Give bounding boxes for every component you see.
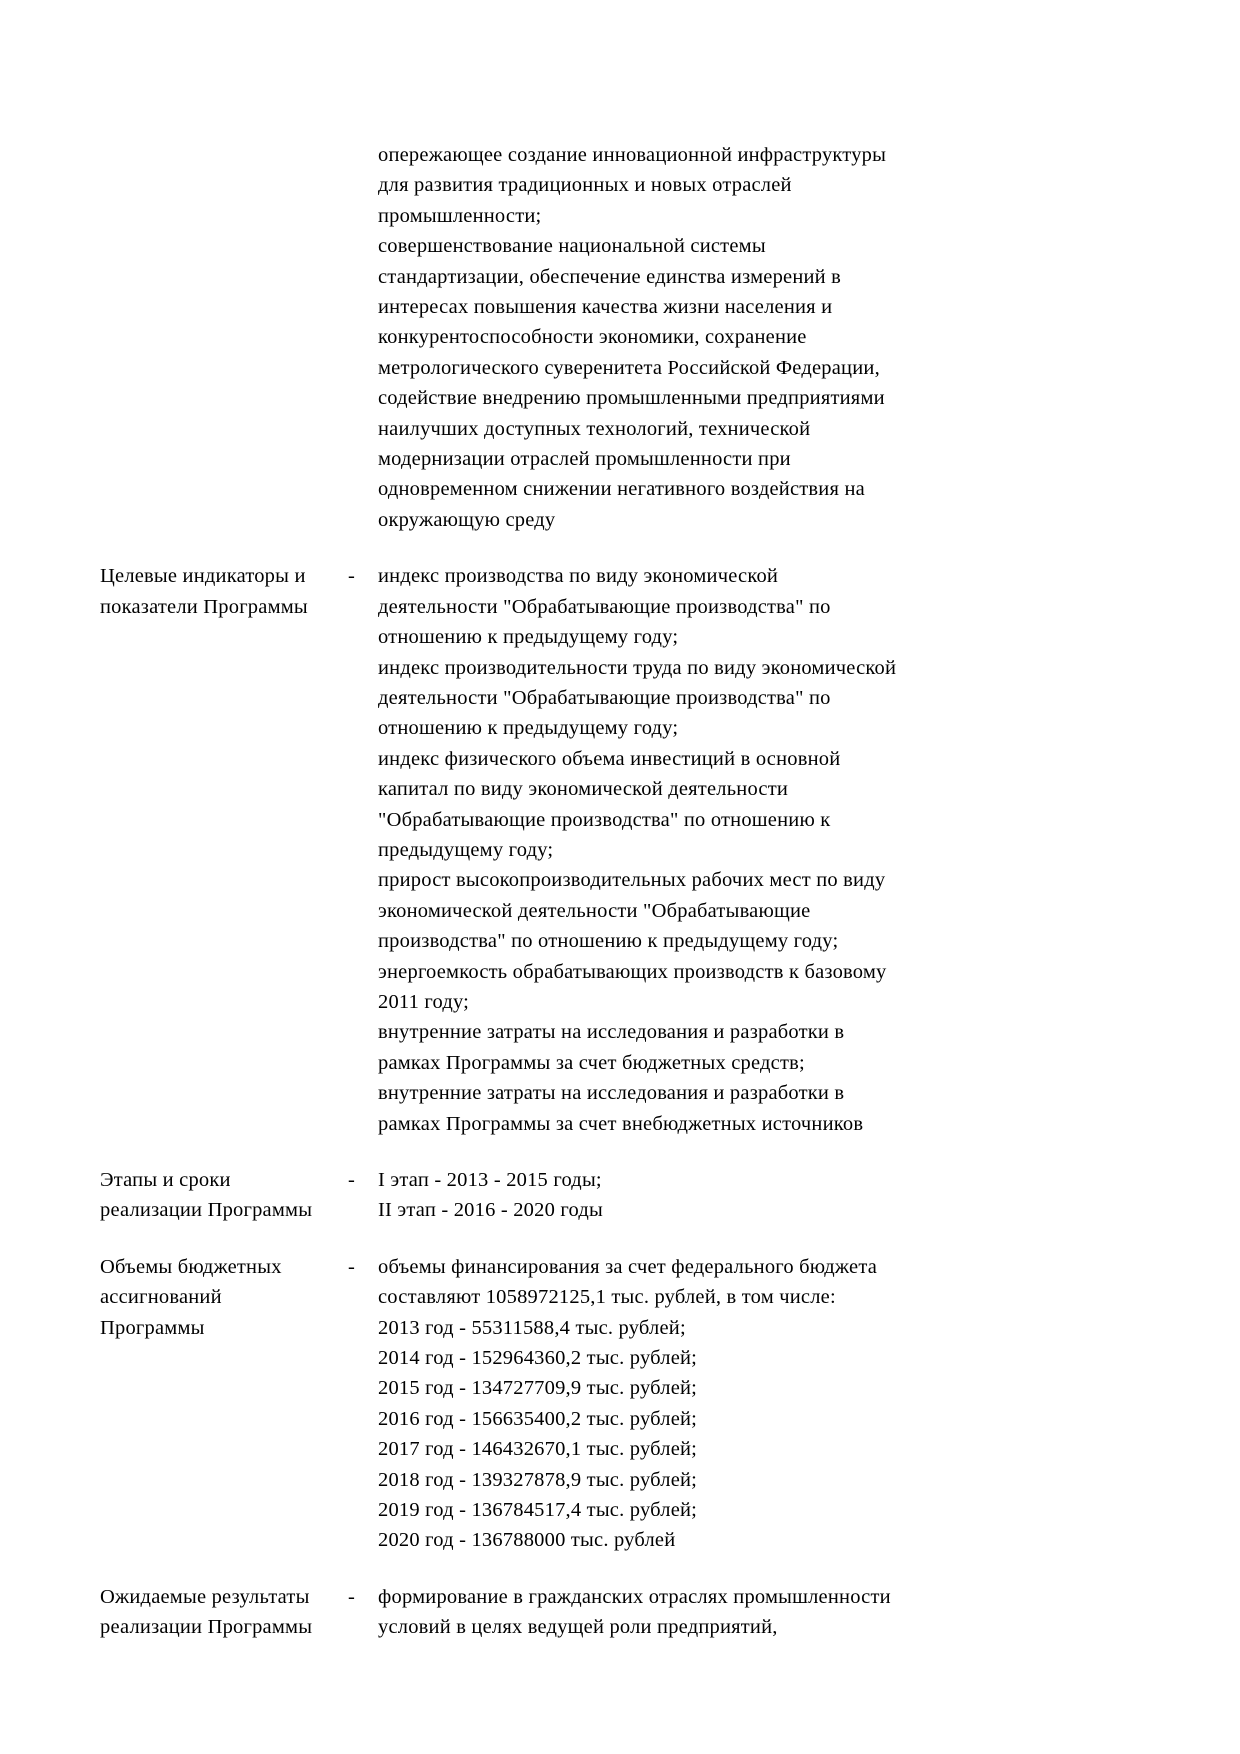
- paragraph-line: интересах повышения качества жизни населения и: [378, 296, 833, 319]
- paragraph-line: опережающее создание инновационной инфраструктуры: [378, 144, 887, 166]
- separator-dash: -: [348, 565, 356, 588]
- value-line: капитал по виду экономической деятельности: [378, 778, 789, 801]
- paragraph-line: промышленности;: [378, 204, 542, 227]
- separator-dash: -: [348, 1169, 356, 1191]
- value-line: условий в целях ведущей роли предприятий,: [378, 1616, 778, 1639]
- label-line: Программы: [100, 1316, 205, 1339]
- row-label-stages-and-terms: [100, 1165, 348, 1226]
- passport-row-expected-results: [100, 1582, 1140, 1643]
- value-line: "Обрабатывающие производства" по отношению к: [378, 808, 831, 831]
- value-line: энергоемкость обрабатывающих производств к базовому: [378, 960, 887, 983]
- goals-continuation-paragraph: [100, 140, 1140, 535]
- label-line: Целевые индикаторы и: [100, 565, 306, 588]
- row-separator-dash: [348, 1582, 378, 1612]
- label-line: показатели Программы: [100, 595, 308, 618]
- passport-row-budget-allocations: [100, 1252, 1140, 1556]
- row-label-budget-allocations: [100, 1252, 348, 1343]
- passport-row-stages-and-terms: [100, 1165, 1140, 1226]
- label-line: Ожидаемые результаты: [100, 1585, 310, 1608]
- paragraph-line: совершенствование национальной системы: [378, 235, 766, 258]
- label-line: Объемы бюджетных: [100, 1255, 282, 1278]
- row-value-budget-allocations: [378, 1252, 948, 1556]
- value-line: рамках Программы за счет бюджетных средств;: [378, 1051, 805, 1074]
- value-line: прирост высокопроизводительных рабочих мест по виду: [378, 869, 886, 892]
- label-line: Этапы и сроки: [100, 1169, 231, 1191]
- value-line: отношению к предыдущему году;: [378, 717, 679, 740]
- value-line: внутренние затраты на исследования и разработки в: [378, 1082, 845, 1105]
- label-line: реализации Программы: [100, 1199, 313, 1222]
- separator-dash: -: [348, 1255, 356, 1278]
- document-body: [100, 140, 1140, 1643]
- row-separator-dash: [348, 561, 378, 591]
- row-label-target-indicators: [100, 561, 348, 622]
- value-line-year-2013: 2013 год - 55311588,4 тыс. рублей;: [378, 1316, 686, 1339]
- value-line: объемы финансирования за счет федерального бюджета: [378, 1255, 878, 1278]
- row-label-expected-results: [100, 1582, 348, 1643]
- label-line: реализации Программы: [100, 1616, 313, 1639]
- value-line: отношению к предыдущему году;: [378, 626, 679, 649]
- row-value-stages-and-terms: [378, 1165, 948, 1226]
- value-line: производства" по отношению к предыдущему году;: [378, 930, 839, 953]
- paragraph-line: одновременном снижении негативного воздействия на: [378, 478, 865, 501]
- paragraph-line: для развития традиционных и новых отраслей: [378, 174, 792, 197]
- passport-row-target-indicators: [100, 561, 1140, 1139]
- value-line: формирование в гражданских отраслях промышленности: [378, 1585, 891, 1608]
- row-value-expected-results: [378, 1582, 948, 1643]
- value-line: индекс производства по виду экономической: [378, 565, 779, 588]
- value-line-year-2017: 2017 год - 146432670,1 тыс. рублей;: [378, 1438, 698, 1461]
- value-line: деятельности "Обрабатывающие производства" по: [378, 595, 831, 618]
- value-line: II этап - 2016 - 2020 годы: [378, 1199, 603, 1222]
- row-value-target-indicators: [378, 561, 948, 1139]
- paragraph-line: стандартизации, обеспечение единства измерений в: [378, 265, 842, 288]
- value-line-year-2016: 2016 год - 156635400,2 тыс. рублей;: [378, 1407, 698, 1430]
- value-line: I этап - 2013 - 2015 годы;: [378, 1169, 602, 1191]
- paragraph-line: модернизации отраслей промышленности при: [378, 448, 791, 471]
- value-line-year-2020: 2020 год - 136788000 тыс. рублей: [378, 1529, 676, 1552]
- separator-dash: -: [348, 1585, 356, 1608]
- value-line: индекс производительности труда по виду экономической: [378, 656, 897, 679]
- row-separator-dash: [348, 1165, 378, 1195]
- paragraph-line: конкурентоспособности экономики, сохранение: [378, 326, 807, 349]
- paragraph-line: окружающую среду: [378, 508, 556, 531]
- value-line-year-2015: 2015 год - 134727709,9 тыс. рублей;: [378, 1377, 698, 1400]
- value-line: составляют 1058972125,1 тыс. рублей, в том числе:: [378, 1286, 836, 1309]
- value-line: рамках Программы за счет внебюджетных источников: [378, 1112, 864, 1135]
- value-line: деятельности "Обрабатывающие производства" по: [378, 686, 831, 709]
- value-line-year-2014: 2014 год - 152964360,2 тыс. рублей;: [378, 1347, 698, 1370]
- value-line: внутренние затраты на исследования и разработки в: [378, 1021, 845, 1044]
- label-line: ассигнований: [100, 1286, 222, 1309]
- row-separator-dash: [348, 1252, 378, 1282]
- paragraph-line: содействие внедрению промышленными предприятиями: [378, 387, 885, 410]
- value-line-year-2019: 2019 год - 136784517,4 тыс. рублей;: [378, 1499, 698, 1522]
- value-line: предыдущему году;: [378, 838, 554, 861]
- value-line: индекс физического объема инвестиций в основной: [378, 747, 841, 770]
- paragraph-line: метрологического суверенитета Российской Федерации,: [378, 356, 880, 379]
- value-line: экономической деятельности "Обрабатывающие: [378, 899, 811, 922]
- value-line: 2011 году;: [378, 990, 470, 1013]
- paragraph-line: наилучших доступных технологий, технической: [378, 417, 811, 440]
- value-line-year-2018: 2018 год - 139327878,9 тыс. рублей;: [378, 1468, 698, 1491]
